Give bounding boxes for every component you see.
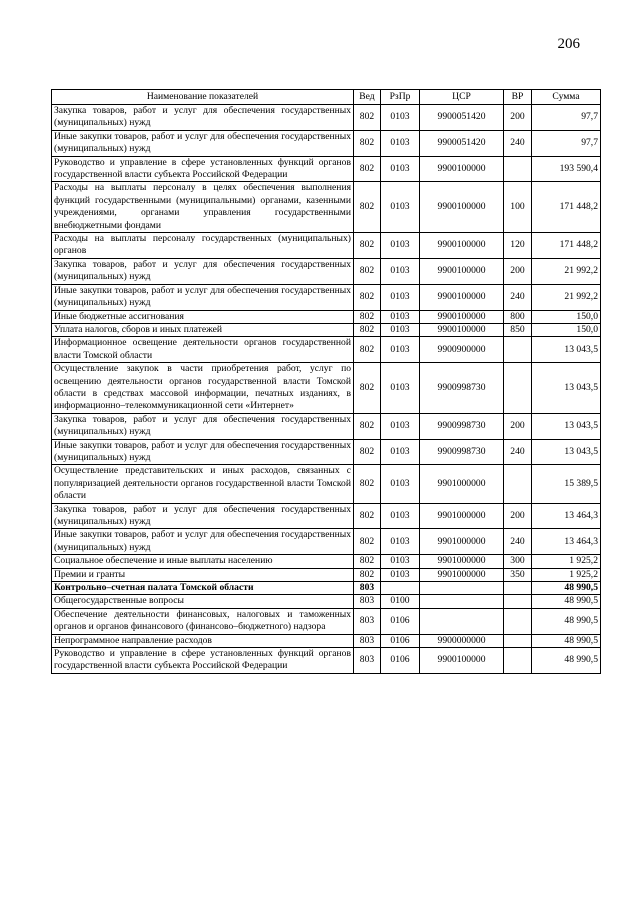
- cell-sum: 193 590,4: [532, 156, 601, 182]
- cell-rzpr: 0103: [381, 310, 420, 323]
- table-row: [52, 582, 601, 595]
- cell-sum: 13 043,5: [532, 363, 601, 414]
- cell-name: Общегосударственные вопросы: [52, 595, 354, 608]
- cell-name: Расходы на выплаты персоналу в целях обеспечения выполнения функций государственными (муниципальными) органами, казенными учреждениями, органами управления государственными внебюджетными фондами: [52, 182, 354, 233]
- cell-vr: [504, 634, 532, 647]
- cell-name: Социальное обеспечение и иные выплаты населению: [52, 555, 354, 568]
- cell-vr: 350: [504, 568, 532, 581]
- cell-ved: 802: [354, 529, 381, 555]
- table-header-row: [52, 90, 601, 105]
- cell-name: Уплата налогов, сборов и иных платежей: [52, 323, 354, 336]
- cell-vr: [504, 156, 532, 182]
- cell-sum: 21 992,2: [532, 284, 601, 310]
- table-row: [52, 323, 601, 336]
- cell-sum: 13 043,5: [532, 337, 601, 363]
- cell-ved: 802: [354, 323, 381, 336]
- table-row: [52, 439, 601, 465]
- cell-rzpr: 0103: [381, 156, 420, 182]
- cell-rzpr: 0103: [381, 503, 420, 529]
- cell-vr: [504, 582, 532, 595]
- cell-csr: 9901000000: [420, 503, 504, 529]
- cell-csr: 9900998730: [420, 439, 504, 465]
- cell-sum: 15 389,5: [532, 465, 601, 503]
- cell-ved: 802: [354, 156, 381, 182]
- cell-sum: 13 464,3: [532, 503, 601, 529]
- cell-name: Иные бюджетные ассигнования: [52, 310, 354, 323]
- cell-csr: 9901000000: [420, 529, 504, 555]
- table-row: [52, 529, 601, 555]
- cell-rzpr: 0103: [381, 529, 420, 555]
- cell-vr: 120: [504, 233, 532, 259]
- cell-csr: 9900100000: [420, 233, 504, 259]
- cell-ved: 802: [354, 182, 381, 233]
- cell-csr: [420, 608, 504, 634]
- cell-csr: 9900900000: [420, 337, 504, 363]
- cell-sum: 48 990,5: [532, 582, 601, 595]
- cell-vr: 300: [504, 555, 532, 568]
- cell-name: Закупка товаров, работ и услуг для обеспечения государственных (муниципальных) нужд: [52, 413, 354, 439]
- cell-sum: 150,0: [532, 310, 601, 323]
- cell-rzpr: 0103: [381, 413, 420, 439]
- cell-vr: 200: [504, 413, 532, 439]
- cell-name: Контрольно–счетная палата Томской области: [52, 582, 354, 595]
- cell-sum: 13 464,3: [532, 529, 601, 555]
- cell-vr: 240: [504, 284, 532, 310]
- cell-name: Закупка товаров, работ и услуг для обеспечения государственных (муниципальных) нужд: [52, 258, 354, 284]
- cell-name: Премии и гранты: [52, 568, 354, 581]
- cell-sum: 97,7: [532, 105, 601, 131]
- table-row: [52, 182, 601, 233]
- table-row: [52, 608, 601, 634]
- cell-rzpr: 0103: [381, 323, 420, 336]
- cell-ved: 803: [354, 634, 381, 647]
- cell-csr: 9900998730: [420, 413, 504, 439]
- cell-sum: 21 992,2: [532, 258, 601, 284]
- cell-name: Расходы на выплаты персоналу государственных (муниципальных) органов: [52, 233, 354, 259]
- table-row: [52, 648, 601, 674]
- cell-name: Осуществление представительских и иных расходов, связанных с популяризацией деятельности органов государственной власти Томской области: [52, 465, 354, 503]
- table-body: [52, 105, 601, 674]
- cell-vr: [504, 465, 532, 503]
- cell-sum: 1 925,2: [532, 568, 601, 581]
- cell-vr: [504, 337, 532, 363]
- cell-csr: 9900100000: [420, 284, 504, 310]
- cell-csr: 9900051420: [420, 105, 504, 131]
- cell-vr: 100: [504, 182, 532, 233]
- table-row: [52, 413, 601, 439]
- cell-name: Осуществление закупок в части приобретения работ, услуг по освещению деятельности органов государственной власти Томской области в средствах массовой информации, печатных изданиях, в информационно–телекоммуникационной сети «Интернет»: [52, 363, 354, 414]
- cell-ved: 802: [354, 310, 381, 323]
- cell-rzpr: 0103: [381, 182, 420, 233]
- cell-csr: 9900100000: [420, 323, 504, 336]
- cell-rzpr: 0100: [381, 595, 420, 608]
- table-row: [52, 233, 601, 259]
- cell-name: Информационное освещение деятельности органов государственной власти Томской области: [52, 337, 354, 363]
- cell-rzpr: 0103: [381, 465, 420, 503]
- page-number: 206: [557, 36, 580, 52]
- cell-vr: [504, 363, 532, 414]
- cell-rzpr: 0106: [381, 648, 420, 674]
- cell-csr: 9900051420: [420, 130, 504, 156]
- cell-vr: 240: [504, 130, 532, 156]
- cell-rzpr: 0103: [381, 363, 420, 414]
- cell-name: Иные закупки товаров, работ и услуг для обеспечения государственных (муниципальных) нужд: [52, 529, 354, 555]
- cell-sum: 13 043,5: [532, 439, 601, 465]
- cell-rzpr: 0103: [381, 258, 420, 284]
- cell-sum: 171 448,2: [532, 233, 601, 259]
- cell-ved: 802: [354, 130, 381, 156]
- table-row: [52, 555, 601, 568]
- cell-rzpr: 0103: [381, 439, 420, 465]
- cell-vr: 850: [504, 323, 532, 336]
- cell-name: Закупка товаров, работ и услуг для обеспечения государственных (муниципальных) нужд: [52, 105, 354, 131]
- cell-csr: 9900100000: [420, 156, 504, 182]
- cell-name: Обеспечение деятельности финансовых, налоговых и таможенных органов и органов финансового (финансово–бюджетного) надзора: [52, 608, 354, 634]
- cell-ved: 802: [354, 439, 381, 465]
- cell-ved: 802: [354, 363, 381, 414]
- cell-ved: 802: [354, 568, 381, 581]
- table-row: [52, 284, 601, 310]
- cell-csr: 9900100000: [420, 648, 504, 674]
- cell-rzpr: [381, 582, 420, 595]
- table-row: [52, 310, 601, 323]
- cell-vr: 240: [504, 529, 532, 555]
- table-row: [52, 130, 601, 156]
- cell-sum: 1 925,2: [532, 555, 601, 568]
- cell-sum: 48 990,5: [532, 595, 601, 608]
- cell-vr: [504, 608, 532, 634]
- table-row: [52, 363, 601, 414]
- header-ved: Вед: [354, 90, 381, 105]
- cell-csr: 9900100000: [420, 310, 504, 323]
- header-sum: Сумма: [532, 90, 601, 105]
- header-vr: ВР: [504, 90, 532, 105]
- cell-rzpr: 0106: [381, 608, 420, 634]
- cell-ved: 803: [354, 595, 381, 608]
- table-row: [52, 337, 601, 363]
- table-row: [52, 503, 601, 529]
- header-csr: ЦСР: [420, 90, 504, 105]
- cell-csr: 9901000000: [420, 568, 504, 581]
- cell-ved: 802: [354, 413, 381, 439]
- cell-ved: 802: [354, 465, 381, 503]
- table-row: [52, 634, 601, 647]
- budget-table: [51, 89, 601, 674]
- cell-ved: 803: [354, 608, 381, 634]
- table-row: [52, 156, 601, 182]
- cell-csr: 9901000000: [420, 555, 504, 568]
- cell-rzpr: 0103: [381, 130, 420, 156]
- cell-vr: 240: [504, 439, 532, 465]
- cell-csr: 9900100000: [420, 258, 504, 284]
- cell-vr: [504, 595, 532, 608]
- cell-ved: 802: [354, 233, 381, 259]
- cell-ved: 802: [354, 503, 381, 529]
- cell-vr: 200: [504, 105, 532, 131]
- header-rzpr: РзПр: [381, 90, 420, 105]
- cell-rzpr: 0103: [381, 568, 420, 581]
- cell-sum: 48 990,5: [532, 608, 601, 634]
- cell-vr: 200: [504, 258, 532, 284]
- cell-sum: 97,7: [532, 130, 601, 156]
- cell-ved: 802: [354, 258, 381, 284]
- cell-name: Руководство и управление в сфере установленных функций органов государственной власти субъекта Российской Федерации: [52, 648, 354, 674]
- table-row: [52, 258, 601, 284]
- cell-ved: 802: [354, 284, 381, 310]
- cell-sum: 150,0: [532, 323, 601, 336]
- cell-rzpr: 0106: [381, 634, 420, 647]
- cell-ved: 802: [354, 105, 381, 131]
- cell-ved: 803: [354, 582, 381, 595]
- cell-rzpr: 0103: [381, 555, 420, 568]
- cell-csr: 9900998730: [420, 363, 504, 414]
- cell-csr: 9900000000: [420, 634, 504, 647]
- cell-rzpr: 0103: [381, 284, 420, 310]
- cell-ved: 802: [354, 337, 381, 363]
- cell-sum: 13 043,5: [532, 413, 601, 439]
- cell-csr: [420, 595, 504, 608]
- cell-rzpr: 0103: [381, 233, 420, 259]
- cell-sum: 48 990,5: [532, 648, 601, 674]
- cell-csr: 9901000000: [420, 465, 504, 503]
- cell-sum: 171 448,2: [532, 182, 601, 233]
- table-row: [52, 105, 601, 131]
- cell-name: Иные закупки товаров, работ и услуг для обеспечения государственных (муниципальных) нужд: [52, 284, 354, 310]
- cell-name: Иные закупки товаров, работ и услуг для обеспечения государственных (муниципальных) нужд: [52, 439, 354, 465]
- cell-vr: [504, 648, 532, 674]
- cell-name: Непрограммное направление расходов: [52, 634, 354, 647]
- table-row: [52, 595, 601, 608]
- cell-sum: 48 990,5: [532, 634, 601, 647]
- cell-vr: 800: [504, 310, 532, 323]
- cell-ved: 802: [354, 555, 381, 568]
- cell-name: Руководство и управление в сфере установленных функций органов государственной власти субъекта Российской Федерации: [52, 156, 354, 182]
- header-name: Наименование показателей: [52, 90, 354, 105]
- cell-vr: 200: [504, 503, 532, 529]
- cell-name: Иные закупки товаров, работ и услуг для обеспечения государственных (муниципальных) нужд: [52, 130, 354, 156]
- cell-rzpr: 0103: [381, 105, 420, 131]
- table-row: [52, 465, 601, 503]
- cell-rzpr: 0103: [381, 337, 420, 363]
- cell-csr: 9900100000: [420, 182, 504, 233]
- cell-name: Закупка товаров, работ и услуг для обеспечения государственных (муниципальных) нужд: [52, 503, 354, 529]
- table-row: [52, 568, 601, 581]
- cell-ved: 803: [354, 648, 381, 674]
- cell-csr: [420, 582, 504, 595]
